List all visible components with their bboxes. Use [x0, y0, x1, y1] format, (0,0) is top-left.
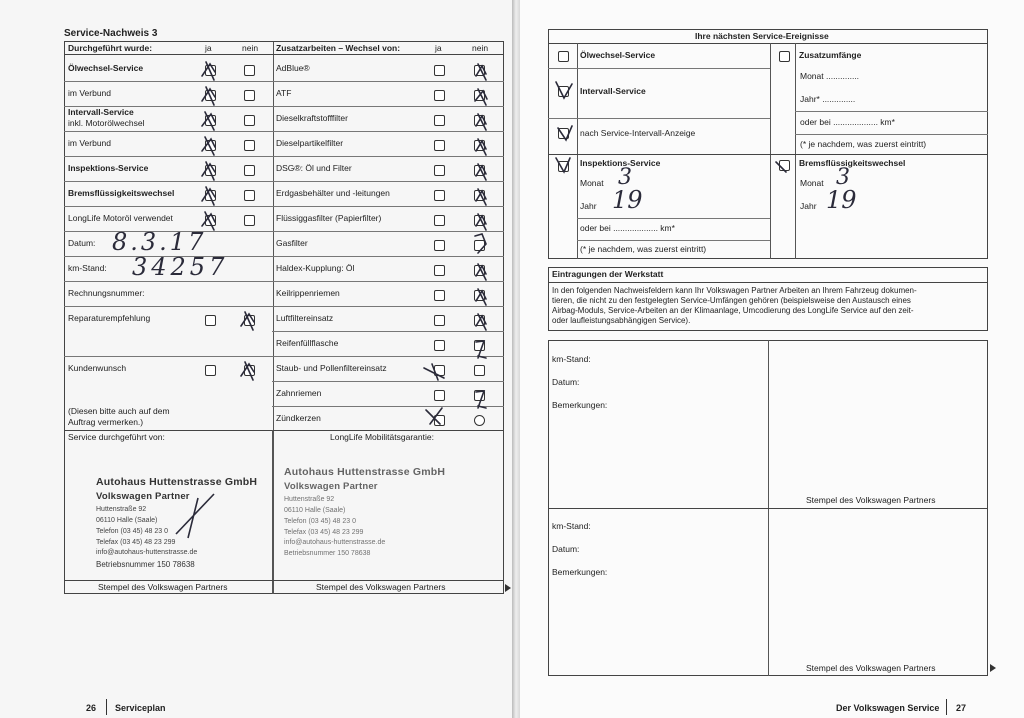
next-intervall: Intervall-Service — [580, 86, 646, 96]
entry1-km-label: km-Stand: — [552, 354, 591, 364]
entry2-km-label: km-Stand: — [552, 521, 591, 531]
next-bremsfluessigkeit: Bremsflüssigkeitswechsel — [799, 158, 906, 168]
signature-stroke — [168, 490, 218, 540]
row-oelwechsel: Ölwechsel-Service — [68, 63, 144, 73]
insp-je-nachdem: (* je nachdem, was zuerst eintritt) — [580, 244, 707, 254]
row-fluessiggasfilter: Flüssiggasfilter (Papierfilter) — [276, 213, 382, 223]
note-line2: Auftrag vermerken.) — [68, 417, 144, 427]
row-zahnriemen: Zahnriemen — [276, 388, 322, 398]
next-inspektion: Inspektions-Service — [580, 158, 661, 168]
brems-jahr-label: Jahr — [800, 201, 817, 211]
handwritten-check-marks-right — [420, 58, 500, 430]
header-ja: ja — [205, 43, 212, 53]
row-haldex: Haldex-Kupplung: Öl — [276, 263, 355, 273]
next-events-title: Ihre nächsten Service-Ereignisse — [695, 31, 829, 41]
rechnungsnummer-label: Rechnungsnummer: — [68, 288, 145, 298]
insp-monat-handwritten: 3 — [618, 165, 632, 190]
werkstatt-text-4: oder laufleistungsabhängigen Service). — [552, 316, 691, 325]
entry2-bemerkungen-label: Bemerkungen: — [552, 567, 608, 577]
reparatur-label: Reparaturempfehlung — [68, 313, 151, 323]
row-zuendkerzen: Zündkerzen — [276, 413, 321, 423]
service-durchgefuehrt-label: Service durchgeführt von: — [68, 432, 165, 442]
insp-jahr-label: Jahr — [580, 201, 597, 211]
book-spine — [512, 0, 520, 718]
next-oelwechsel: Ölwechsel-Service — [580, 50, 656, 60]
row-adblue: AdBlue® — [276, 63, 310, 73]
mobilitaetsgarantie-label: LongLife Mobilitätsgarantie: — [330, 432, 434, 442]
dealer-stamp-1: Autohaus Huttenstrasse GmbH Volkswagen Partner Huttenstraße 92 06110 Halle (Saale) Telefon (03 45) 48 23 0 Telefax (03 45) 48 23 299 info@autohaus-huttenstrasse.de Betriebsnummer 150 78638 — [96, 476, 258, 570]
row-pollenfilter: Staub- und Pollenfiltereinsatz — [276, 363, 387, 373]
datum-handwritten: 8.3.17 — [112, 228, 207, 256]
header-nein: nein — [242, 43, 259, 53]
footer-serviceplan: Serviceplan — [115, 703, 166, 713]
row-dsg: DSG®: Öl und Filter — [276, 163, 352, 173]
werkstatt-text-3: Airbag-Moduls, Service-Arbeiten an der Klimaanlage, Umcodierung des LongLife Service auf den zeit- — [552, 306, 914, 315]
entry1-stamp-caption: Stempel des Volkswagen Partners — [806, 495, 936, 505]
checkbox-zusatz-next[interactable] — [779, 51, 790, 62]
row-gasfilter: Gasfilter — [276, 238, 308, 248]
next-zusatz: Zusatzumfänge — [799, 50, 862, 60]
header-nein-2: nein — [472, 43, 489, 53]
row-bremsfluessigkeit: Bremsflüssigkeitswechsel — [68, 188, 175, 198]
next-sia: nach Service-Intervall-Anzeige — [580, 128, 696, 138]
zusatz-jahr: Jahr* .............. — [800, 94, 856, 104]
row-erdgas: Erdgasbehälter und -leitungen — [276, 188, 390, 198]
entry2-stamp-caption: Stempel des Volkswagen Partners — [806, 663, 936, 673]
insp-monat-label: Monat — [580, 178, 604, 188]
footer-vw-service: Der Volkswagen Service — [836, 703, 940, 713]
row-im-verbund-2: im Verbund — [68, 138, 111, 148]
row-inspektion: Inspektions-Service — [68, 163, 149, 173]
km-stand-label: km-Stand: — [68, 263, 107, 273]
km-stand-handwritten: 34257 — [132, 253, 229, 281]
insp-jahr-handwritten: 19 — [612, 186, 643, 214]
row-reifenfuellflasche: Reifenfüllflasche — [276, 338, 339, 348]
row-dieselkraftstofffilter: Dieselkraftstofffilter — [276, 113, 348, 123]
brems-jahr-handwritten: 19 — [826, 186, 857, 214]
brems-monat-handwritten: 3 — [836, 165, 850, 190]
row-im-verbund-1: im Verbund — [68, 88, 111, 98]
row-longlife: LongLife Motoröl verwendet — [68, 213, 173, 223]
zusatz-oder-bei: oder bei ................... km* — [800, 117, 895, 127]
werkstatt-text-1: In den folgenden Nachweisfeldern kann Ihr Volkswagen Partner Arbeiten an Ihrem Fahrzeug dokumen- — [552, 286, 917, 295]
insp-oder-bei: oder bei ................... km* — [580, 223, 675, 233]
row-intervall-sub: inkl. Motorölwechsel — [68, 118, 145, 128]
zusatz-je-nachdem: (* je nachdem, was zuerst eintritt) — [800, 139, 927, 149]
note-line1: (Diesen bitte auch auf dem — [68, 406, 170, 416]
kundenwunsch-label: Kundenwunsch — [68, 363, 127, 373]
entry1-bemerkungen-label: Bemerkungen: — [552, 400, 608, 410]
stamp-caption-2: Stempel des Volkswagen Partners — [316, 582, 446, 592]
handwritten-check-marks-left — [198, 58, 258, 388]
next-arrow-icon — [505, 584, 511, 592]
row-keilrippenriemen: Keilrippenriemen — [276, 288, 340, 298]
header-zusatzarbeiten: Zusatzarbeiten – Wechsel von: — [276, 43, 401, 53]
row-luftfilter: Luftfiltereinsatz — [276, 313, 334, 323]
entry1-datum-label: Datum: — [552, 377, 580, 387]
row-dieselpartikelfilter: Dieselpartikelfilter — [276, 138, 344, 148]
left-title: Service-Nachweis 3 — [64, 28, 158, 39]
row-intervall: Intervall-Service — [68, 107, 134, 117]
footer-page-27: 27 — [956, 703, 967, 713]
entry2-datum-label: Datum: — [552, 544, 580, 554]
zusatz-monat: Monat .............. — [800, 71, 860, 81]
handwritten-marks-next — [550, 80, 800, 180]
brems-monat-label: Monat — [800, 178, 824, 188]
werkstatt-text-2: tieren, die nicht zu den festgelegten Service-Umfängen gehören (beispielsweise den Austausch eines — [552, 296, 911, 305]
row-atf: ATF — [276, 88, 292, 98]
footer-page-26: 26 — [86, 703, 97, 713]
next-arrow-icon-2 — [990, 664, 996, 672]
stamp-caption-1: Stempel des Volkswagen Partners — [98, 582, 228, 592]
header-durchgefuehrt: Durchgeführt wurde: — [68, 43, 153, 53]
header-ja-2: ja — [435, 43, 442, 53]
right-page — [520, 0, 1024, 718]
dealer-stamp-2: Autohaus Huttenstrasse GmbH Volkswagen Partner Huttenstraße 92 06110 Halle (Saale) Telefon (03 45) 48 23 0 Telefax (03 45) 48 23 299 info@autohaus-huttenstrasse.de Betriebsnummer 150 78638 — [284, 466, 446, 558]
werkstatt-title: Eintragungen der Werkstatt — [552, 269, 664, 279]
datum-label: Datum: — [68, 238, 96, 248]
checkbox-oelwechsel-next[interactable] — [558, 51, 569, 62]
